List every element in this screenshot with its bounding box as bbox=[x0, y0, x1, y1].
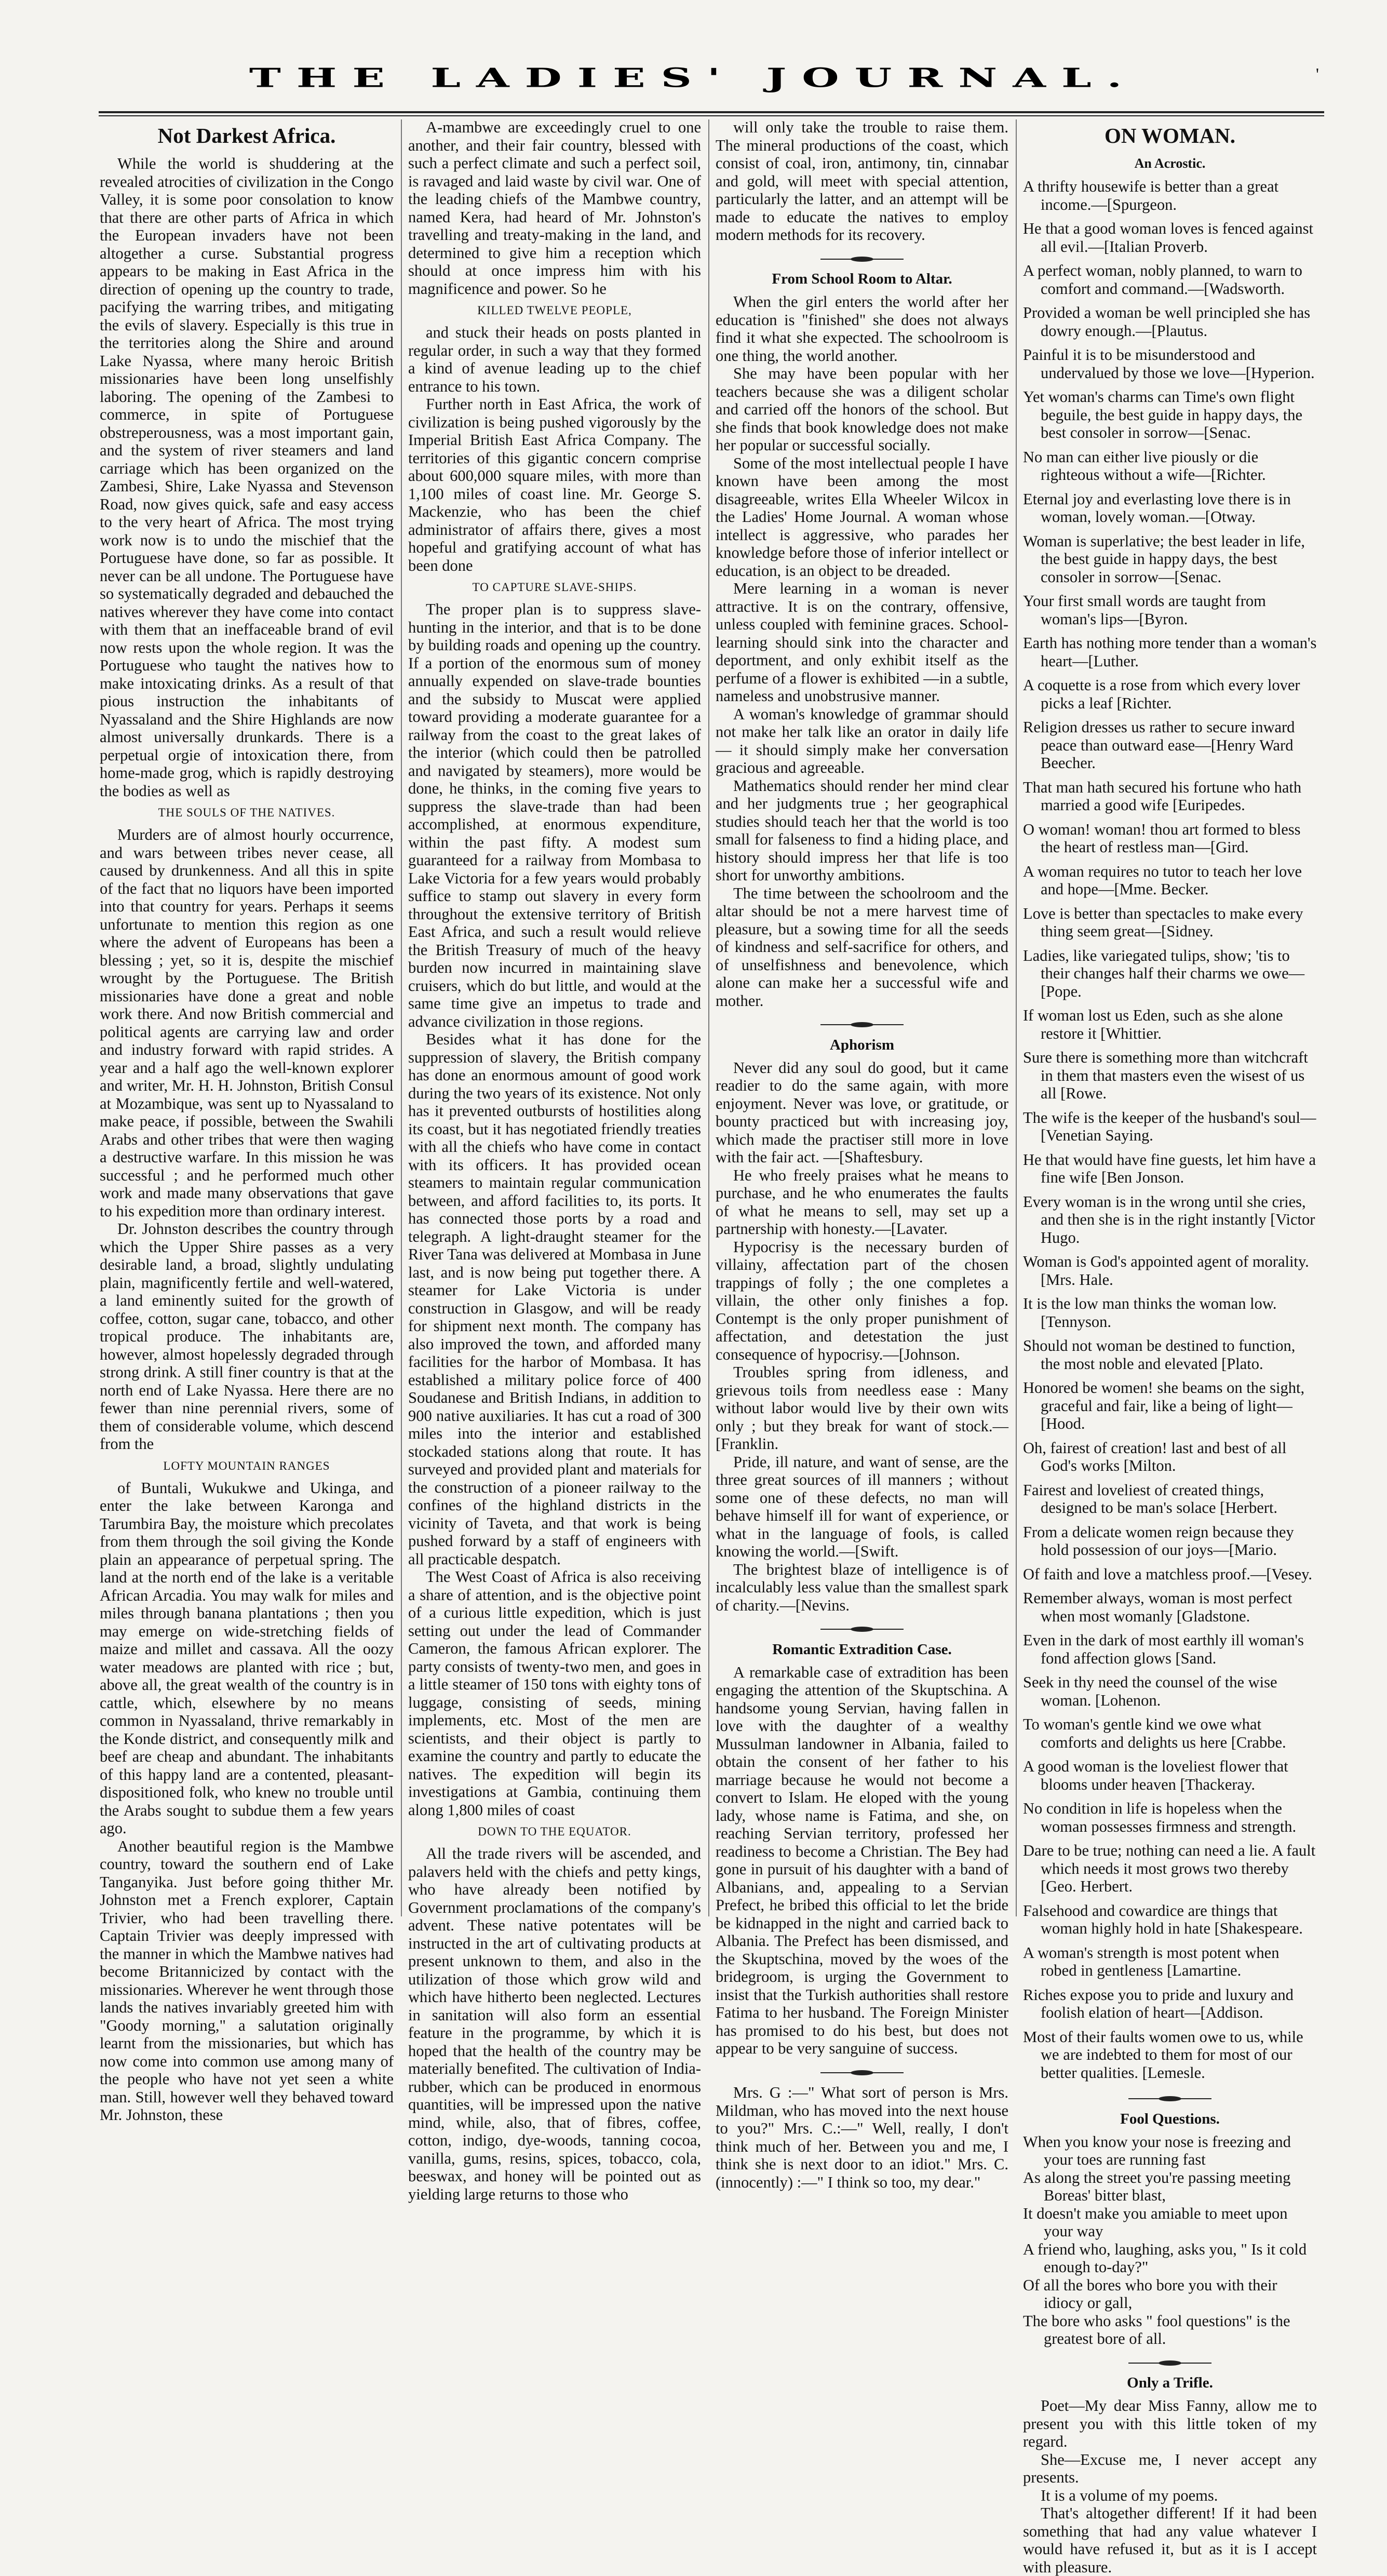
paragraph: Some of the most intellectual people I have known have been among the most disagreeable, writes Ella Wheeler Wilcox in the Ladies' Home Journal. A woman whose intellect is aggressive, who parades her knowledge before those of inferior intellect or education, is an object to be dreaded. bbox=[716, 454, 1008, 580]
column-3 bbox=[716, 118, 1008, 2191]
paragraph: Dr. Johnston describes the country through which the Upper Shire passes as a very desirable land, a broad, slightly undulating plain, magnificently fertile and well-watered, a land eminently suited for the growth of coffee, cotton, sugar cane, tobacco, and other tropical produce. The inhabitants are, however, almost hopelessly degraded through strong drink. A still finer country is that at the north end of Lake Nyassa. Here there are no fewer than nine perennial rivers, some of them of considerable volume, which descend from the bbox=[100, 1220, 394, 1453]
paragraph: Besides what it has done for the suppression of slavery, the British company has done an enormous amount of good work during the two years of its existence. Not only has it prevented outbursts of hostilities along its coast, but it has negotiated friendly treaties with all the chiefs who have come in contact with its officers. It has provided ocean steamers to maintain regular communication between, and afford facilities to, its ports. It has connected those ports by a road and telegraph. A light-draught steamer for the River Tana was delivered at Mombasa in June last, and is now being put together there. A steamer for Lake Victoria is under construction in Glasgow, and will be ready for shipment next month. The company has also improved the town, and afforded many facilities for the harbor of Mombasa. It has established a military police force of 400 Soudanese and British Indians, in addition to 900 native auxiliaries. It has cut a road of 300 miles into the interior and established stockaded stations along that route. It has surveyed and provided plant and materials for the construction of a pioneer railway to the confines of the highland districts in the vicinity of Taveta, and that work is being pushed forward by a staff of engineers with all practicable despatch. bbox=[408, 1030, 701, 1568]
paragraph: She may have been popular with her teachers because she was a diligent scholar and carried off the honors of the school. But she finds that book knowledge does not make her popular or successful socially. bbox=[716, 365, 1008, 454]
acrostic-line: No man can either live piously or die righteous without a wife—[Richter. bbox=[1023, 448, 1266, 484]
column-divider bbox=[708, 119, 709, 1916]
masthead-rule-top bbox=[99, 111, 1324, 113]
acrostic-line: Painful it is to be misunderstood and undervalued by those we love—[Hyperion. bbox=[1023, 346, 1315, 382]
ornament-divider bbox=[716, 1014, 1008, 1032]
paragraph: Mrs. G :—" What sort of person is Mrs. Mildman, who has moved into the next house to you?" Mrs. C.:—" Well, really, I don't think much of her. Between you and me, I think she is next door to an idiot." Mrs. C. (innocently) :—" I think so too, my dear." bbox=[716, 2084, 1008, 2191]
acrostic-line: Of faith and love a matchless proof.—[Vesey. bbox=[1023, 1565, 1313, 1583]
acrostic-line: Religion dresses us rather to secure inward peace than outward ease—[Henry Ward Beecher. bbox=[1023, 718, 1295, 772]
verse-line: It doesn't make you amiable to meet upon your way bbox=[1023, 2204, 1288, 2240]
acrostic-line: Dare to be true; nothing can need a lie. A fault which needs it most grows two thereby [Geo. Herbert. bbox=[1023, 1842, 1316, 1895]
acrostic-line: If woman lost us Eden, such as she alone restore it [Whittier. bbox=[1023, 1007, 1283, 1042]
acrostic-line: Remember always, woman is most perfect when most womanly [Gladstone. bbox=[1023, 1589, 1292, 1625]
acrostic-line: A good woman is the loveliest flower that blooms under heaven [Thackeray. bbox=[1023, 1757, 1288, 1793]
acrostic-line: Eternal joy and everlasting love there is in woman, lovely woman.—[Otway. bbox=[1023, 490, 1291, 526]
acrostic-line: Woman is superlative; the best leader in life, the best guide in happy days, the best consoler in sorrow—[Senac. bbox=[1023, 532, 1305, 586]
poem bbox=[1023, 2133, 1317, 2348]
acrostic-line: Falsehood and cowardice are things that woman highly hold in hate [Shakespeare. bbox=[1023, 1901, 1303, 1937]
acrostic-line: A coquette is a rose from which every lover picks a leaf [Richter. bbox=[1023, 676, 1300, 712]
paragraph: Another beautiful region is the Mambwe country, toward the southern end of Lake Tanganyika. Just before going thither Mr. Johnston met a French explorer, Captain Trivier, who had been travelling there. Captain Trivier was deeply impressed with the manner in which the Mambwe natives had become Britannicized by contact with the missionaries. Wherever he went through those lands the natives invariably greeted him with "Goody morning," a salutation originally learnt from the missionaries, but which has now come into common use among many of the people who have not yet seen a white man. Still, however well they behaved toward Mr. Johnston, these bbox=[100, 1837, 394, 2124]
acrostic-line: No condition in life is hopeless when the woman possesses firmness and strength. bbox=[1023, 1800, 1297, 1835]
acrostic-line: A perfect woman, nobly planned, to warn to comfort and command.—[Wadsworth. bbox=[1023, 262, 1302, 298]
paragraph: The proper plan is to suppress slave-hunting in the interior, and that is to be done by building roads and opening up the country. If a portion of the enormous sum of money annually expended on slave-trade bounties and the subsidy to Muscat were applied toward providing a moderate guarantee for a railway from the coast to the great lakes of the interior (which could then be patrolled and navigated by steamers), more would be done, he thinks, in the coming five years to suppress the slave-trade than had been accomplished, at enormous expenditure, within the past fifty. A modest sum guaranteed for a railway from Mombasa to Lake Victoria for a few years would probably suffice to stamp out slavery in every form throughout the extensive territory of British East Africa, and such a result would relieve the British Treasury of much of the heavy burden now incurred in maintaining slave cruisers, which do but little, and would at the same time give an impetus to trade and advance civilization in those regions. bbox=[408, 600, 701, 1030]
acrostic-line: Love is better than spectacles to make every thing seem great—[Sidney. bbox=[1023, 904, 1303, 940]
article-title-school-room-to-altar: From School Room to Altar. bbox=[772, 271, 952, 287]
acrostic-line: Yet woman's charms can Time's own flight beguile, the best guide in happy days, the best consoler in sorrow—[Senac. bbox=[1023, 388, 1302, 441]
verse-line: A friend who, laughing, asks you, " Is it cold enough to-day?" bbox=[1023, 2240, 1307, 2276]
acrostic-line: Woman is God's appointed agent of morality. [Mrs. Hale. bbox=[1023, 1253, 1309, 1289]
paragraph: The time between the schoolroom and the altar should be not a mere harvest time of pleasure, but a sowing time for all the seeds of kindness and self-sacrifice for others, and of unselfishness and benevolence, which alone can make her a successful wife and mother. bbox=[716, 884, 1008, 1010]
paragraph: Murders are of almost hourly occurrence, and wars between tribes never cease, all caused by drunkenness. And all this in spite of the fact that no liquors have been imported into that country for years. Perhaps it seems unfortunate to mention this region as one where the advent of Europeans has been a blessing ; yet, so it is, despite the mischief wrought by the Portuguese. The British missionaries have done a great and noble work there. And now British commercial and political agents are carrying law and order and industry forward with rapid strides. A year and a half ago the well-known explorer and writer, Mr. H. H. Johnston, British Consul at Mozambique, was sent up to Nyassaland to make peace, if possible, between the Swahili Arabs and other tribes that were then waging a destructive warfare. In this mission he was successful ; and he performed much other work and made many observations that gave to his expedition more than ordinary interest. bbox=[100, 826, 394, 1220]
acrostic-line: Oh, fairest of creation! last and best of all God's works [Milton. bbox=[1023, 1439, 1287, 1474]
column-4 bbox=[1023, 118, 1317, 2576]
paragraph: Never did any soul do good, but it came readier to do the same again, with more enjoyment. Never was love, or gratitude, or bounty practiced but with increasing joy, which made the practiser still more in love with the fair act. —[Shaftesbury. bbox=[716, 1058, 1008, 1166]
paragraph: He who freely praises what he means to purchase, and he who enumerates the faults of what he means to sell, may set up a partnership with honesty.—[Lavater. bbox=[716, 1166, 1008, 1238]
paragraph: A remarkable case of extradition has been engaging the attention of the Skuptschina. A handsome young Servian, having fallen in love with the daughter of a wealthy Mussulman landowner in Albania, failed to obtain the consent of her father to his marriage because he would not become a convert to Islam. He eloped with the young lady, whose name is Fatima, and she, on reaching Servian territory, professed her readiness to become a Christian. The Bey had gone in pursuit of his daughter with a band of Albanians, and, appealing to a Servian Prefect, he bribed this official to let the bride be kidnapped in the night and carried back to Albania. The Prefect has been dismissed, and the Skuptschina, moved by the woes of the bridegroom, is urging the Government to insist that the Turkish authorities shall restore Fatima to her husband. The Foreign Minister has promised to do his best, but does not appear to be very sanguine of success. bbox=[716, 1663, 1008, 2057]
subheading: THE SOULS OF THE NATIVES. bbox=[158, 806, 335, 819]
acrostic-line: Honored be women! she beams on the sight, graceful and fair, like a being of light—[Hood. bbox=[1023, 1379, 1305, 1432]
acrostic-line: To woman's gentle kind we owe what comforts and delights us here [Crabbe. bbox=[1023, 1715, 1286, 1751]
verse-line: When you know your nose is freezing and your toes are running fast bbox=[1023, 2132, 1291, 2168]
article-title-only-a-trifle: Only a Trifle. bbox=[1127, 2374, 1213, 2391]
ornament-divider bbox=[716, 248, 1008, 266]
ornament-divider bbox=[716, 1618, 1008, 1636]
acrostic-line: Your first small words are taught from woman's lips—[Byron. bbox=[1023, 592, 1266, 628]
column-2 bbox=[408, 118, 701, 2203]
subheading: DOWN TO THE EQUATOR. bbox=[478, 1825, 631, 1838]
subheading: KILLED TWELVE PEOPLE, bbox=[477, 304, 632, 317]
article-title-aphorism: Aphorism bbox=[829, 1036, 895, 1053]
subheading: LOFTY MOUNTAIN RANGES bbox=[163, 1459, 330, 1472]
paragraph: and stuck their heads on posts planted in regular order, in such a way that they formed a kind of avenue leading up to the chief entrance to his town. bbox=[408, 324, 701, 395]
acrostic-line: A woman requires no tutor to teach her love and hope—[Mme. Becker. bbox=[1023, 862, 1302, 898]
column-divider bbox=[1016, 119, 1017, 1916]
paragraph: A woman's knowledge of grammar should not make her talk like an orator in daily life — it should simply make her conversation gracious and agreeable. bbox=[716, 705, 1008, 776]
subheading-acrostic: An Acrostic. bbox=[1134, 156, 1206, 171]
acrostic-line: From a delicate women reign because they hold possession of our joys—[Mario. bbox=[1023, 1523, 1294, 1559]
acrostic-line: Earth has nothing more tender than a woman's heart—[Luther. bbox=[1023, 634, 1317, 670]
verse-line: Of all the bores who bore you with their idiocy or gall, bbox=[1023, 2276, 1277, 2312]
paragraph: When the girl enters the world after her education is "finished" she does not always find it what she expected. The schoolroom is one thing, the world another. bbox=[716, 293, 1008, 365]
acrostic-line: Seek in thy need the counsel of the wise woman. [Lohenon. bbox=[1023, 1673, 1277, 1709]
subheading: TO CAPTURE SLAVE-SHIPS. bbox=[472, 581, 637, 594]
masthead bbox=[78, 49, 1319, 112]
paragraph: Mere learning in a woman is never attractive. It is on the contrary, offensive, unless coupled with feminine graces. School-learning should sink into the character and deportment, and only exhibit itself as the perfume of a flower is exhibited —in a subtle, nameless and unobstrusive manner. bbox=[716, 580, 1008, 705]
acrostic-line: A thrifty housewife is better than a great income.—[Spurgeon. bbox=[1023, 178, 1279, 213]
acrostic-line: Most of their faults women owe to us, while we are indebted to them for most of our better qualities. [Lemesle. bbox=[1023, 2028, 1303, 2082]
paragraph: will only take the trouble to raise them. The mineral productions of the coast, which consist of coal, iron, antimony, tin, cinnabar and gold, will meet with special attention, particularly the latter, and an attempt will be made to educate the natives to employ modern methods for its recovery. bbox=[716, 118, 1008, 244]
paragraph: of Buntali, Wukukwe and Ukinga, and enter the lake between Karonga and Tarumbira Bay, the moisture which precolates from them through the soil giving the Konde plain an appearance of perpetual spring. The land at the north end of the lake is a veritable African Arcadia. You may walk for miles and miles through banana plantations ; then you may emerge on wide-stretching fields of maize and millet and cassava. All the oozy water meadows are planted with rice ; but, above all, the great wealth of the country is in cattle, which, elsewhere by no means common in Nyassaland, thrive remarkably in the Konde district, and consequently milk and beef are cheap and abundant. The inhabitants of this happy land are a contented, pleasant-dispositioned folk, who knew no trouble until the Arabs sought to subdue them a few years ago. bbox=[100, 1479, 394, 1837]
acrostic-line: The wife is the keeper of the husband's soul—[Venetian Saying. bbox=[1023, 1108, 1316, 1144]
acrostic-line: Sure there is something more than witchcraft in them that masters even the wisest of us all [Rowe. bbox=[1023, 1049, 1308, 1102]
paragraph: Pride, ill nature, and want of sense, are the three great sources of ill manners ; without some one of these defects, no man will behave himself ill for want of experience, or what in the language of fools, is called knowing the world.—[Swift. bbox=[716, 1453, 1008, 1560]
article-title-fool-questions: Fool Questions. bbox=[1120, 2110, 1220, 2127]
article-title-romantic-extradition: Romantic Extradition Case. bbox=[772, 1641, 952, 1658]
paragraph: Hypocrisy is the necessary burden of villainy, affectation part of the chosen trappings of folly ; the one completes a villain, the other only finishes a fop. Contempt is the only proper punishment of affectation, and detestation the just consequence of hypocrisy.—[Johnson. bbox=[716, 1238, 1008, 1363]
acrostic-line: Should not woman be destined to function, the most noble and elevated [Plato. bbox=[1023, 1337, 1296, 1373]
column-1 bbox=[100, 118, 394, 2124]
acrostic-line: A woman's strength is most potent when robed in gentleness [Lamartine. bbox=[1023, 1943, 1280, 1979]
paragraph: While the world is shuddering at the revealed atrocities of civilization in the Congo Valley, it is some poor consolation to know that there are other parts of Africa in which the European invaders have not been altogether a curse. Substantial progress appears to be making in East Africa in the direction of opening up the country to trade, pacifying the warring tribes, and mitigating the evils of slavery. Especially is this true in the territories along the Shire and around Lake Nyassa, where many heroic British missionaries have been long unselfishly laboring. The opening of the Zambesi to commerce, in spite of Portuguese obstreperousness, was a most important gain, and the system of river steamers and land carriage which has been organized on the Zambesi, Shire, Lake Nyassa and Stevenson Road, now gives quick, safe and easy access to the very heart of Africa. The most trying work now is to undo the mischief that the Portuguese have done, so far as possible. It never can be all undone. The Portuguese have so systematically degraded and debauched the natives wherever they have come into contact with them that an ineffaceable brand of evil now rests upon the whole region. It was the Portuguese who taught the natives how to make intoxicating drinks. As a result of that pious instruction the inhabitants of Nyassaland and the Shire Highlands are now almost universally drunkards. There is a perpetual orgie of intoxication there, from home-made grog, which is rapidly destroying the bodies as well as bbox=[100, 155, 394, 800]
paragraph: The West Coast of Africa is also receiving a share of attention, and is the objective point of a curious little expedition, which is just setting out under the lead of Commander Cameron, the famous African explorer. The party consists of twenty-two men, and goes in a little steamer of 150 tons with eighty tons of luggage, consisting of seeds, mining implements, etc. Most of the men are scientists, and their object is partly to examine the country and partly to educate the natives. The expedition will begin its investigations at Gambia, continuing them along 1,800 miles of coast bbox=[408, 1568, 701, 1819]
paragraph: A-mambwe are exceedingly cruel to one another, and their fair country, blessed with such a perfect climate and such a perfect soil, is ravaged and laid waste by civil war. One of the leading chiefs of the Mambwe country, named Kera, had heard of Mr. Johnston's travelling and treaty-making in the land, and determined to give him a reception which should at once impress him with his magnificence and power. So he bbox=[408, 118, 701, 298]
acrostic-line: That man hath secured his fortune who hath married a good wife [Euripedes. bbox=[1023, 778, 1302, 814]
acrostic-line: Fairest and loveliest of created things, designed to be man's solace [Herbert. bbox=[1023, 1481, 1278, 1517]
acrostic-line: Even in the dark of most earthly ill woman's fond affection glows [Sand. bbox=[1023, 1631, 1304, 1667]
acrostic-line: It is the low man thinks the woman low. [Tennyson. bbox=[1023, 1295, 1277, 1331]
acrostic-list bbox=[1023, 178, 1317, 2082]
acrostic-line: Every woman is in the wrong until she cries, and then she is in the right instantly [Victor Hugo. bbox=[1023, 1192, 1315, 1246]
paragraph: That's altogether different! If it had been something that had any value whatever I would have refused it, but as it is I accept with pleasure. bbox=[1023, 2504, 1317, 2576]
acrostic-line: Riches expose you to pride and luxury and foolish elation of heart—[Addison. bbox=[1023, 1985, 1294, 2021]
ornament-divider bbox=[1023, 2352, 1317, 2370]
article-title-on-woman: ON WOMAN. bbox=[1104, 124, 1236, 147]
acrostic-line: O woman! woman! thou art formed to bless the heart of restless man—[Gird. bbox=[1023, 820, 1301, 856]
masthead-rule-bottom bbox=[99, 115, 1324, 116]
paragraph: She—Excuse me, I never accept any presents. bbox=[1023, 2450, 1317, 2486]
acrostic-line: He that a good woman loves is fenced against all evil.—[Italian Proverb. bbox=[1023, 220, 1314, 256]
verse-line: The bore who asks " fool questions" is the greatest bore of all. bbox=[1023, 2312, 1290, 2347]
paragraph: Mathematics should render her mind clear and her judgments true ; her geographical studies should teach her that the world is too small for falseness to find a hiding place, and history should impress her that life is too short for unworthy ambitions. bbox=[716, 776, 1008, 884]
article-title-not-darkest-africa: Not Darkest Africa. bbox=[157, 124, 336, 147]
paragraph: It is a volume of my poems. bbox=[1041, 2486, 1218, 2504]
ornament-divider bbox=[716, 2062, 1008, 2080]
paragraph: Troubles spring from idleness, and grievous toils from needless ease : Many without labor would live by their own wits only ; but they break for want of stock.—[Franklin. bbox=[716, 1363, 1008, 1453]
acrostic-line: He that would have fine guests, let him have a fine wife [Ben Jonson. bbox=[1023, 1150, 1316, 1186]
acrostic-line: Ladies, like variegated tulips, show; 'tis to their changes half their charms we owe—[Pope. bbox=[1023, 946, 1305, 1000]
verse-line: As along the street you're passing meeting Boreas' bitter blast, bbox=[1023, 2168, 1291, 2204]
ornament-divider bbox=[1023, 2088, 1317, 2106]
paragraph: All the trade rivers will be ascended, and palavers held with the chiefs and petty kings, who have already been notified by Government proclamations of the company's advent. These native potentates will be instructed in the art of cultivating products at present unknown to them, and also in the utilization of those which grow wild and which have hitherto been neglected. Lectures in sanitation will also form an essential feature in the programme, by which it is hoped that the health of the country may be materially benefited. The cultivation of India-rubber, which can be produced in enormous quantities, will be impressed upon the native mind, while, also, that of fibres, coffee, cotton, indigo, dye-woods, tanning cocoa, vanilla, gums, resins, spices, tobacco, cola, beeswax, and honey will be pointed out as yielding large returns to those who bbox=[408, 1845, 701, 2203]
masthead-title: THE LADIES' JOURNAL. bbox=[249, 62, 1138, 93]
paragraph: The brightest blaze of intelligence is of incalculably less value than the smallest spark of charity.—[Nevins. bbox=[716, 1560, 1008, 1614]
column-divider bbox=[401, 119, 402, 1916]
masthead-mark: ' bbox=[1315, 65, 1319, 84]
acrostic-line: Provided a woman be well principled she has dowry enough.—[Plautus. bbox=[1023, 304, 1311, 340]
paragraph: Poet—My dear Miss Fanny, allow me to present you with this little token of my regard. bbox=[1023, 2397, 1317, 2450]
paragraph: Further north in East Africa, the work of civilization is being pushed vigorously by the Imperial British East Africa Company. The territories of this gigantic concern comprise about 600,000 square miles, with more than 1,100 miles of coast line. Mr. George S. Mackenzie, who has been the chief administrator of affairs there, gives a most hopeful and gratifying account of what has been done bbox=[408, 395, 701, 574]
